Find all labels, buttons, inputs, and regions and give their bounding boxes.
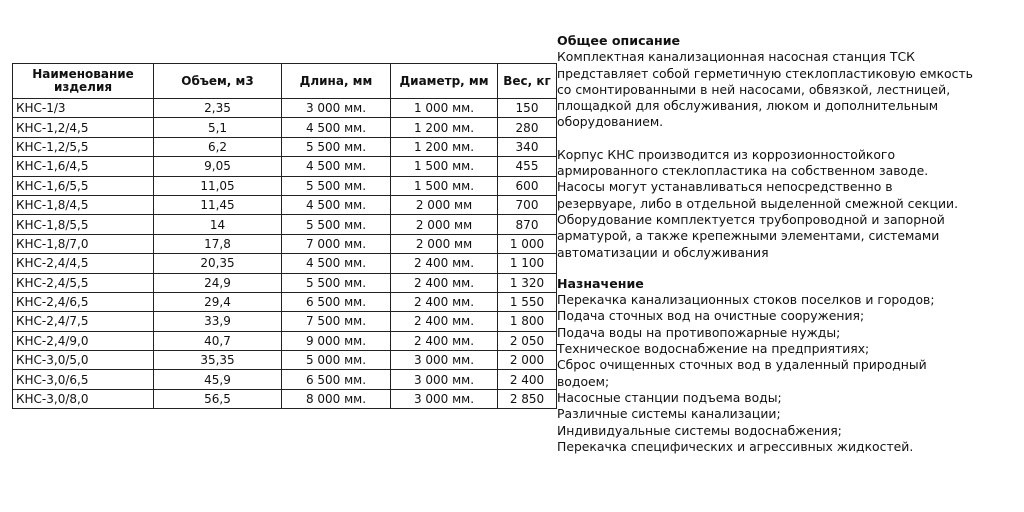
purpose-item: Индивидуальные системы водоснабжения;	[557, 422, 842, 438]
description-panel	[557, 33, 1019, 455]
purpose-item: Техническое водоснабжение на предприятиях;	[557, 341, 870, 357]
cell-name: КНС-1,6/4,5	[13, 157, 154, 176]
purpose-item: Подача воды на противопожарные нужды;	[557, 324, 841, 340]
purpose-item: Подача сточных вод на очистные сооружения;	[557, 308, 865, 324]
purpose-item: Насосные станции подъема воды;	[557, 389, 782, 405]
cell-name: КНС-2,4/9,0	[13, 331, 154, 350]
cell-weight: 1 550	[498, 292, 557, 311]
cell-length: 8 000 мм.	[282, 389, 391, 408]
cell-volume: 24,9	[154, 273, 282, 292]
cell-volume: 33,9	[154, 312, 282, 331]
table-row	[13, 312, 557, 331]
cell-weight: 700	[498, 195, 557, 214]
cell-name: КНС-1,2/4,5	[13, 118, 154, 137]
cell-weight: 1 320	[498, 273, 557, 292]
cell-length: 4 500 мм.	[282, 157, 391, 176]
purpose-item: Различные системы канализации;	[557, 406, 781, 422]
cell-name: КНС-1/3	[13, 99, 154, 118]
purpose-item: Перекачка специфических и агрессивных жидкостей.	[557, 438, 914, 454]
cell-name: КНС-1,2/5,5	[13, 137, 154, 156]
table-row	[13, 351, 557, 370]
cell-diameter: 1 500 мм.	[391, 176, 498, 195]
text-line: площадкой для обслуживания, люком и дополнительным	[557, 98, 939, 114]
cell-diameter: 1 200 мм.	[391, 137, 498, 156]
cell-length: 5 000 мм.	[282, 351, 391, 370]
cell-name: КНС-2,4/7,5	[13, 312, 154, 331]
cell-volume: 17,8	[154, 234, 282, 253]
cell-diameter: 3 000 мм.	[391, 389, 498, 408]
cell-name: КНС-1,8/4,5	[13, 195, 154, 214]
header-name: Наименование изделия	[13, 64, 154, 99]
text-line: оборудованием.	[557, 114, 664, 130]
cell-length: 5 500 мм.	[282, 215, 391, 234]
cell-length: 6 500 мм.	[282, 292, 391, 311]
text-line: представляет собой герметичную стеклопластиковую емкость	[557, 65, 973, 81]
cell-diameter: 1 500 мм.	[391, 157, 498, 176]
cell-length: 4 500 мм.	[282, 195, 391, 214]
cell-weight: 455	[498, 157, 557, 176]
cell-diameter: 3 000 мм.	[391, 351, 498, 370]
products-table-container	[12, 63, 551, 409]
purpose-item: Перекачка канализационных стоков поселков и городов;	[557, 292, 935, 308]
table-body	[13, 99, 557, 409]
table-row	[13, 176, 557, 195]
cell-diameter: 1 200 мм.	[391, 118, 498, 137]
table-row	[13, 157, 557, 176]
cell-weight: 280	[498, 118, 557, 137]
cell-name: КНС-3,0/8,0	[13, 389, 154, 408]
cell-length: 5 500 мм.	[282, 273, 391, 292]
table-row	[13, 215, 557, 234]
cell-name: КНС-2,4/5,5	[13, 273, 154, 292]
cell-weight: 2 050	[498, 331, 557, 350]
cell-volume: 11,05	[154, 176, 282, 195]
cell-diameter: 3 000 мм.	[391, 370, 498, 389]
cell-weight: 2 400	[498, 370, 557, 389]
text-line: автоматизации и обслуживания	[557, 244, 769, 260]
purpose-item: водоем;	[557, 373, 610, 389]
cell-length: 4 500 мм.	[282, 118, 391, 137]
cell-length: 3 000 мм.	[282, 99, 391, 118]
cell-name: КНС-1,8/5,5	[13, 215, 154, 234]
table-row	[13, 137, 557, 156]
description-paragraph-2	[557, 147, 1019, 261]
table-row	[13, 370, 557, 389]
cell-length: 6 500 мм.	[282, 370, 391, 389]
cell-volume: 14	[154, 215, 282, 234]
cell-weight: 870	[498, 215, 557, 234]
cell-length: 5 500 мм.	[282, 137, 391, 156]
cell-diameter: 2 000 мм	[391, 234, 498, 253]
cell-volume: 9,05	[154, 157, 282, 176]
cell-volume: 29,4	[154, 292, 282, 311]
table-row	[13, 195, 557, 214]
cell-weight: 1 800	[498, 312, 557, 331]
table-row	[13, 99, 557, 118]
cell-name: КНС-3,0/6,5	[13, 370, 154, 389]
cell-volume: 11,45	[154, 195, 282, 214]
cell-volume: 6,2	[154, 137, 282, 156]
text-line: Оборудование комплектуется трубопроводной и запорной	[557, 211, 945, 227]
text-line: резервуаре, либо в отдельной выделенной смежной секции.	[557, 195, 959, 211]
header-volume: Объем, м3	[154, 64, 282, 99]
cell-volume: 20,35	[154, 254, 282, 273]
cell-diameter: 2 400 мм.	[391, 312, 498, 331]
cell-name: КНС-2,4/6,5	[13, 292, 154, 311]
cell-weight: 1 000	[498, 234, 557, 253]
cell-diameter: 2 000 мм	[391, 215, 498, 234]
table-row	[13, 118, 557, 137]
cell-weight: 1 100	[498, 254, 557, 273]
cell-weight: 600	[498, 176, 557, 195]
cell-diameter: 2 000 мм	[391, 195, 498, 214]
cell-volume: 35,35	[154, 351, 282, 370]
table-row	[13, 234, 557, 253]
cell-diameter: 2 400 мм.	[391, 254, 498, 273]
table-row	[13, 331, 557, 350]
cell-diameter: 2 400 мм.	[391, 292, 498, 311]
text-line: арматурой, а также крепежными элементами, системами	[557, 228, 940, 244]
description-paragraph-1	[557, 49, 1019, 130]
cell-volume: 2,35	[154, 99, 282, 118]
text-line: Комплектная канализационная насосная станция ТСК	[557, 49, 915, 65]
cell-volume: 40,7	[154, 331, 282, 350]
cell-diameter: 2 400 мм.	[391, 273, 498, 292]
table-row	[13, 254, 557, 273]
cell-volume: 5,1	[154, 118, 282, 137]
cell-weight: 2 850	[498, 389, 557, 408]
table-header-row	[13, 64, 557, 99]
cell-diameter: 2 400 мм.	[391, 331, 498, 350]
purpose-item: Сброс очищенных сточных вод в удаленный природный	[557, 357, 927, 373]
description-title: Общее описание	[557, 33, 681, 48]
purpose-list	[557, 292, 1019, 455]
table-row	[13, 389, 557, 408]
header-diameter: Диаметр, мм	[391, 64, 498, 99]
table-row	[13, 273, 557, 292]
cell-name: КНС-2,4/4,5	[13, 254, 154, 273]
cell-diameter: 1 000 мм.	[391, 99, 498, 118]
header-weight: Вес, кг	[498, 64, 557, 99]
cell-volume: 56,5	[154, 389, 282, 408]
products-table	[12, 63, 557, 409]
header-length: Длина, мм	[282, 64, 391, 99]
purpose-title: Назначение	[557, 275, 644, 291]
cell-name: КНС-1,8/7,0	[13, 234, 154, 253]
text-line: армированного стеклопластика на собственном заводе.	[557, 163, 929, 179]
cell-volume: 45,9	[154, 370, 282, 389]
cell-length: 7 000 мм.	[282, 234, 391, 253]
cell-name: КНС-3,0/5,0	[13, 351, 154, 370]
text-line: Насосы могут устанавливаться непосредственно в	[557, 179, 893, 195]
cell-weight: 2 000	[498, 351, 557, 370]
table-row	[13, 292, 557, 311]
cell-name: КНС-1,6/5,5	[13, 176, 154, 195]
text-line: со смонтированными в ней насосами, обвязкой, лестницей,	[557, 81, 951, 97]
cell-length: 5 500 мм.	[282, 176, 391, 195]
cell-weight: 150	[498, 99, 557, 118]
cell-length: 7 500 мм.	[282, 312, 391, 331]
text-line: Корпус КНС производится из коррозионностойкого	[557, 146, 896, 162]
cell-length: 9 000 мм.	[282, 331, 391, 350]
cell-length: 4 500 мм.	[282, 254, 391, 273]
cell-weight: 340	[498, 137, 557, 156]
